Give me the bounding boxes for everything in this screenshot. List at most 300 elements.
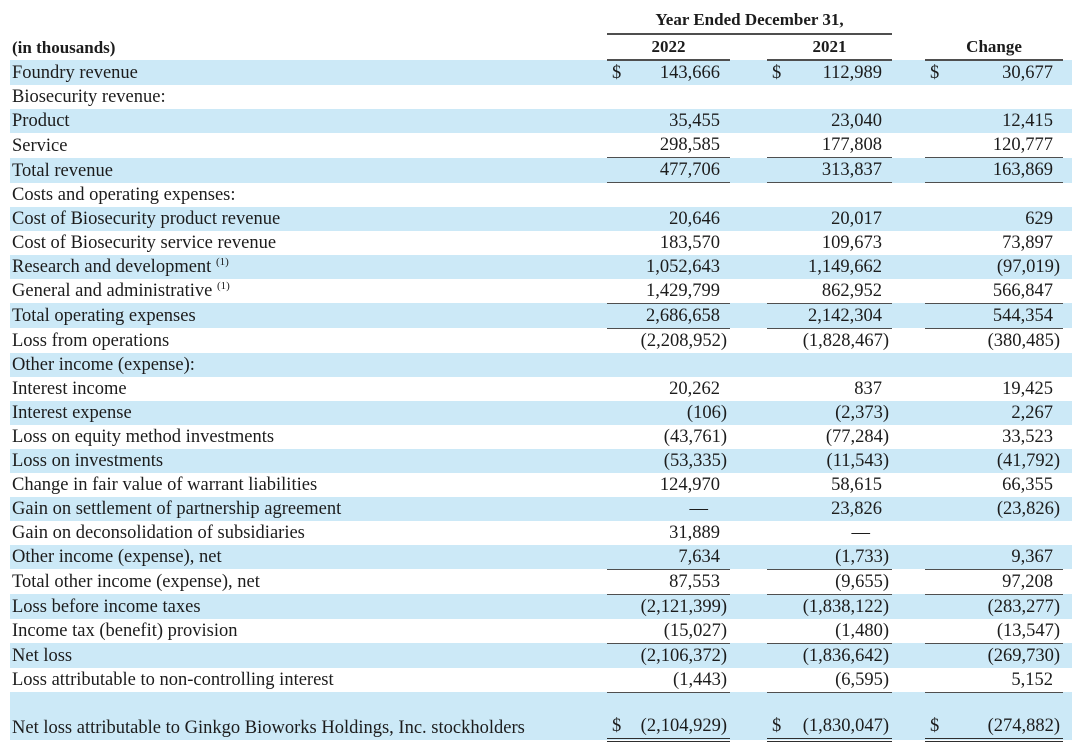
value-cell-col-2021 (791, 183, 892, 207)
table-row (10, 401, 1072, 425)
value-cell-col-2021: 23,040 (791, 109, 892, 133)
row-label: Total other income (expense), net (12, 572, 260, 592)
row-label: Net loss (10, 643, 607, 668)
row-edge (1063, 158, 1072, 183)
row-edge (1063, 183, 1072, 207)
currency-cell-col-2021 (767, 497, 791, 521)
value-cell-col-2021: (1,830,047) (791, 692, 892, 740)
value-cell-col-2022: 31,889 (669, 522, 720, 543)
header-spacer (1063, 8, 1072, 34)
table-row (10, 594, 1072, 619)
column-gap (730, 303, 767, 328)
currency-cell-col-2022: $ (607, 692, 631, 740)
column-gap (892, 497, 925, 521)
value-cell-col-2022: (1,443) (631, 668, 730, 693)
value-cell-col-change: (23,826) (949, 497, 1063, 521)
currency-cell-col-2021 (767, 473, 791, 497)
value-cell-col-change: 33,523 (1002, 426, 1054, 447)
value-cell-col-2021: 837 (854, 378, 883, 399)
value-cell-col-2021: (9,655) (791, 569, 892, 594)
currency-cell-col-2021 (767, 619, 791, 644)
row-edge (1063, 279, 1072, 304)
currency-cell-col-2022 (607, 473, 631, 497)
currency-cell-col-2022 (607, 183, 631, 207)
row-edge (1063, 497, 1072, 521)
column-gap (892, 545, 925, 570)
value-cell-col-change: (41,792) (949, 449, 1063, 473)
column-gap (730, 85, 767, 109)
table-row (10, 497, 1072, 521)
column-gap (892, 255, 925, 279)
currency-cell-col-2022 (607, 85, 631, 109)
row-edge (1063, 353, 1072, 377)
currency-cell-col-change (925, 231, 949, 255)
row-edge (1063, 231, 1072, 255)
currency-cell-col-change: $ (925, 692, 949, 740)
header-spacer (892, 8, 925, 34)
row-label: Loss attributable to non-controlling interest (12, 670, 334, 690)
row-edge (1063, 85, 1072, 109)
row-edge (1063, 109, 1072, 133)
column-gap (892, 643, 925, 668)
value-cell-col-2022: (106) (631, 401, 730, 425)
column-gap (730, 692, 767, 740)
footnote-marker: (1) (216, 279, 230, 292)
table-header (10, 8, 1072, 60)
value-cell-col-2022: 477,706 (631, 158, 730, 183)
row-edge (1063, 377, 1072, 401)
column-gap (730, 255, 767, 279)
header-spacer (10, 8, 607, 34)
row-edge (1063, 207, 1072, 231)
currency-cell-col-2021 (767, 303, 791, 328)
column-gap (730, 521, 767, 545)
value-cell-col-2021: (11,543) (791, 449, 892, 473)
table-row (10, 303, 1072, 328)
header-spacer (925, 8, 1063, 34)
table-row (10, 692, 1072, 740)
currency-cell-col-2022 (607, 668, 631, 693)
currency-cell-col-2022 (607, 231, 631, 255)
value-cell-col-2022: 20,646 (631, 207, 730, 231)
row-label: General and administrative $^{(1)}$ (12, 279, 230, 301)
currency-cell-col-2022 (607, 255, 631, 279)
value-cell-col-2021: 112,989 (791, 60, 892, 85)
column-gap (730, 328, 767, 353)
value-cell-col-2021: 177,808 (791, 133, 892, 158)
currency-cell-col-2021: $ (767, 60, 791, 85)
value-cell-col-2022: 87,553 (631, 569, 730, 594)
currency-cell-col-2021 (767, 425, 791, 449)
currency-cell-col-change (925, 328, 949, 353)
column-gap (730, 377, 767, 401)
value-cell-col-change: (269,730) (949, 643, 1063, 668)
table-row (10, 569, 1072, 594)
column-gap (730, 158, 767, 183)
row-label: Interest expense (10, 401, 607, 425)
value-cell-col-2022 (631, 85, 730, 109)
value-cell-col-2021: 109,673 (821, 232, 883, 253)
row-edge (1063, 569, 1072, 594)
value-cell-col-change: (274,882) (949, 692, 1063, 740)
currency-cell-col-2022 (607, 377, 631, 401)
row-edge (1063, 303, 1072, 328)
value-cell-col-2022: (2,121,399) (631, 594, 730, 619)
row-edge (1063, 133, 1072, 158)
value-cell-col-change: 66,355 (1002, 474, 1054, 495)
value-cell-col-change: 566,847 (949, 279, 1063, 304)
header-row-span (10, 8, 1072, 34)
value-cell-col-2021: 1,149,662 (791, 255, 892, 279)
currency-cell-col-2021 (767, 449, 791, 473)
value-cell-col-2022: 20,262 (669, 378, 720, 399)
currency-cell-col-2021 (767, 328, 791, 353)
currency-cell-col-2022 (607, 133, 631, 158)
currency-cell-col-change: $ (925, 60, 949, 85)
value-cell-col-2022: 183,570 (659, 232, 720, 253)
value-cell-col-2021: (1,733) (791, 545, 892, 570)
row-label: Foundry revenue (10, 60, 607, 85)
value-cell-col-change: (97,019) (949, 255, 1063, 279)
currency-cell-col-2022 (607, 449, 631, 473)
currency-cell-col-change (925, 85, 949, 109)
value-cell-col-2021: 862,952 (791, 279, 892, 304)
value-cell-col-change: 19,425 (1002, 378, 1054, 399)
value-cell-col-2022: (2,208,952) (640, 330, 727, 351)
currency-cell-col-change (925, 377, 949, 401)
column-gap (892, 473, 925, 497)
value-cell-col-change: 73,897 (1002, 232, 1054, 253)
row-label: Change in fair value of warrant liabilities (12, 474, 318, 495)
currency-cell-col-2021 (767, 279, 791, 304)
column-gap (892, 231, 925, 255)
currency-cell-col-change (925, 303, 949, 328)
value-cell-col-change (949, 521, 1063, 545)
value-cell-col-2021: (77,284) (825, 426, 890, 447)
column-gap (892, 619, 925, 644)
column-gap (892, 85, 925, 109)
row-edge (1063, 521, 1072, 545)
row-label: Income tax (benefit) provision (12, 621, 238, 641)
row-label-text: Net loss attributable to Ginkgo Bioworks Holdings, Inc. stockholders (12, 718, 525, 738)
column-gap (892, 183, 925, 207)
table-row (10, 133, 1072, 158)
value-cell-col-2021: (2,373) (791, 401, 892, 425)
value-cell-col-2021: (6,595) (791, 668, 892, 693)
row-label: Research and development $^{(1)}$ (10, 255, 607, 279)
column-gap (730, 109, 767, 133)
column-gap (892, 692, 925, 740)
currency-cell-col-2021 (767, 109, 791, 133)
row-label: Costs and operating expenses: (12, 184, 236, 205)
column-gap (730, 643, 767, 668)
currency-cell-col-2021 (767, 231, 791, 255)
value-cell-col-2022: 7,634 (631, 545, 730, 570)
header-spacer (1063, 34, 1072, 60)
currency-cell-col-change (925, 183, 949, 207)
table-row (10, 158, 1072, 183)
currency-cell-col-2021 (767, 377, 791, 401)
value-cell-col-2022: 1,052,643 (631, 255, 730, 279)
table-row (10, 545, 1072, 570)
header-row-columns (10, 34, 1072, 60)
value-cell-col-change (949, 353, 1063, 377)
column-gap (730, 425, 767, 449)
row-edge (1063, 60, 1072, 85)
financial-statement-table (10, 8, 1072, 742)
row-label: Cost of Biosecurity product revenue (10, 207, 607, 231)
column-header-2022: 2022 (607, 34, 730, 60)
column-gap (730, 497, 767, 521)
currency-cell-col-change (925, 521, 949, 545)
currency-cell-col-2022 (607, 425, 631, 449)
value-cell-col-change: 629 (949, 207, 1063, 231)
currency-cell-col-2021 (767, 643, 791, 668)
currency-cell-col-change (925, 353, 949, 377)
row-edge (1063, 328, 1072, 353)
column-gap (892, 328, 925, 353)
column-header-2021: 2021 (767, 34, 892, 60)
row-edge (1063, 449, 1072, 473)
currency-cell-col-2021 (767, 133, 791, 158)
column-gap (892, 133, 925, 158)
row-label: Other income (expense): (10, 353, 607, 377)
row-label: Loss from operations (12, 330, 170, 351)
table-row (10, 377, 1072, 401)
table-row (10, 207, 1072, 231)
value-cell-col-change: 97,208 (949, 569, 1063, 594)
value-cell-col-2021: 2,142,304 (791, 303, 892, 328)
value-cell-col-2022: 1,429,799 (631, 279, 730, 304)
column-gap (730, 619, 767, 644)
table-row (10, 521, 1072, 545)
value-cell-col-2022: 124,970 (659, 474, 720, 495)
column-gap (730, 34, 767, 60)
currency-cell-col-2022 (607, 328, 631, 353)
value-cell-col-2022: (2,104,929) (631, 692, 730, 740)
value-cell-col-2021: — (851, 522, 871, 543)
column-gap (892, 401, 925, 425)
value-cell-col-change: 544,354 (949, 303, 1063, 328)
currency-cell-col-change (925, 401, 949, 425)
value-cell-col-2022: — (631, 497, 730, 521)
currency-cell-col-change (925, 643, 949, 668)
column-gap (892, 207, 925, 231)
column-gap (730, 279, 767, 304)
column-gap (730, 207, 767, 231)
column-gap (892, 158, 925, 183)
value-cell-col-2021 (791, 353, 892, 377)
row-label: Product (10, 109, 607, 133)
column-gap (892, 303, 925, 328)
currency-cell-col-change (925, 158, 949, 183)
row-edge (1063, 594, 1072, 619)
row-edge (1063, 255, 1072, 279)
currency-cell-col-change (925, 497, 949, 521)
units-caption: (in thousands) (12, 38, 116, 57)
currency-cell-col-change (925, 425, 949, 449)
value-cell-col-2021: 313,837 (791, 158, 892, 183)
value-cell-col-2022: 298,585 (631, 133, 730, 158)
column-gap (730, 60, 767, 85)
currency-cell-col-2021 (767, 401, 791, 425)
currency-cell-col-2022 (607, 594, 631, 619)
value-cell-col-change: 12,415 (949, 109, 1063, 133)
currency-cell-col-2021 (767, 545, 791, 570)
currency-cell-col-2021 (767, 668, 791, 693)
value-cell-col-change: 9,367 (949, 545, 1063, 570)
value-cell-col-2021: (1,838,122) (791, 594, 892, 619)
row-label: Loss on equity method investments (12, 426, 275, 447)
value-cell-col-2022: (53,335) (631, 449, 730, 473)
row-edge (1063, 668, 1072, 693)
row-edge (1063, 425, 1072, 449)
column-gap (730, 353, 767, 377)
column-gap (730, 183, 767, 207)
row-label: Total operating expenses (10, 303, 607, 328)
column-gap (892, 60, 925, 85)
column-gap (892, 594, 925, 619)
column-gap (892, 425, 925, 449)
currency-cell-col-change (925, 473, 949, 497)
table-row (10, 60, 1072, 85)
column-gap (730, 569, 767, 594)
currency-cell-col-change (925, 449, 949, 473)
column-gap (892, 109, 925, 133)
row-label: Gain on settlement of partnership agreement (10, 497, 607, 521)
currency-cell-col-2022 (607, 158, 631, 183)
row-label: Total revenue (10, 158, 607, 183)
currency-cell-col-2021 (767, 85, 791, 109)
column-gap (730, 594, 767, 619)
value-cell-col-2021: 23,826 (791, 497, 892, 521)
currency-cell-col-2021 (767, 569, 791, 594)
table-row (10, 449, 1072, 473)
column-gap (730, 449, 767, 473)
financial-table-body (10, 60, 1072, 740)
value-cell-col-2021: 58,615 (831, 474, 883, 495)
column-gap (892, 34, 925, 60)
value-cell-col-2022 (631, 353, 730, 377)
value-cell-col-change (949, 85, 1063, 109)
value-cell-col-2021: (1,836,642) (791, 643, 892, 668)
value-cell-col-2022: (43,761) (663, 426, 727, 447)
column-gap (892, 353, 925, 377)
table-row (10, 109, 1072, 133)
value-cell-col-change: 5,152 (949, 668, 1063, 693)
currency-cell-col-change (925, 569, 949, 594)
value-cell-col-change: 30,677 (949, 60, 1063, 85)
currency-cell-col-change (925, 207, 949, 231)
currency-cell-col-2021 (767, 255, 791, 279)
currency-cell-col-2022 (607, 109, 631, 133)
footnote-marker: (1) (215, 255, 229, 268)
value-cell-col-change: 2,267 (949, 401, 1063, 425)
table-row (10, 279, 1072, 304)
year-ended-header: Year Ended December 31, (607, 8, 892, 34)
currency-cell-col-change (925, 255, 949, 279)
row-edge (1063, 401, 1072, 425)
row-edge (1063, 619, 1072, 644)
currency-cell-col-2022 (607, 401, 631, 425)
currency-cell-col-2022 (607, 643, 631, 668)
row-edge (1063, 643, 1072, 668)
column-gap (892, 377, 925, 401)
value-cell-col-change: 120,777 (949, 133, 1063, 158)
table-row (10, 473, 1072, 497)
value-cell-col-2022: 35,455 (631, 109, 730, 133)
row-edge (1063, 545, 1072, 570)
table-row (10, 328, 1072, 353)
currency-cell-col-2022 (607, 497, 631, 521)
currency-cell-col-change (925, 109, 949, 133)
row-edge (1063, 692, 1072, 740)
currency-cell-col-2022 (607, 619, 631, 644)
currency-cell-col-2021: $ (767, 692, 791, 740)
value-cell-col-change: 163,869 (949, 158, 1063, 183)
value-cell-col-2022: 2,686,658 (631, 303, 730, 328)
column-gap (730, 401, 767, 425)
column-gap (892, 449, 925, 473)
column-gap (892, 279, 925, 304)
row-label: Cost of Biosecurity service revenue (12, 232, 277, 253)
table-row (10, 643, 1072, 668)
row-label: Loss on investments (10, 449, 607, 473)
value-cell-col-2022: (15,027) (631, 619, 730, 644)
column-gap (892, 569, 925, 594)
column-gap (892, 668, 925, 693)
table-row (10, 231, 1072, 255)
currency-cell-col-2022 (607, 303, 631, 328)
currency-cell-col-2022 (607, 569, 631, 594)
row-label: Loss before income taxes (10, 594, 607, 619)
currency-cell-col-2021 (767, 158, 791, 183)
value-cell-col-change (949, 183, 1063, 207)
currency-cell-col-2021 (767, 207, 791, 231)
table-row (10, 619, 1072, 644)
column-gap (892, 521, 925, 545)
column-gap (730, 133, 767, 158)
row-label (10, 692, 607, 740)
currency-cell-col-2021 (767, 353, 791, 377)
currency-cell-col-change (925, 133, 949, 158)
column-header-change: Change (925, 34, 1063, 60)
value-cell-col-2022: 143,666 (631, 60, 730, 85)
currency-cell-col-2022 (607, 207, 631, 231)
table-row (10, 668, 1072, 693)
column-gap (730, 668, 767, 693)
currency-cell-col-change (925, 668, 949, 693)
currency-cell-col-2022 (607, 353, 631, 377)
currency-cell-col-2022: $ (607, 60, 631, 85)
row-edge (1063, 473, 1072, 497)
row-label: Gain on deconsolidation of subsidiaries (12, 522, 305, 543)
row-label: Biosecurity revenue: (12, 87, 166, 107)
row-label: Interest income (12, 378, 127, 399)
value-cell-col-2022: (2,106,372) (631, 643, 730, 668)
currency-cell-col-change (925, 619, 949, 644)
currency-cell-col-change (925, 545, 949, 570)
column-gap (730, 473, 767, 497)
row-label: Service (12, 135, 68, 156)
value-cell-col-change: (380,485) (987, 330, 1061, 351)
currency-cell-col-change (925, 279, 949, 304)
row-label: Other income (expense), net (10, 545, 607, 570)
column-gap (730, 231, 767, 255)
value-cell-col-2021: (1,828,467) (802, 330, 890, 351)
value-cell-col-change: (283,277) (949, 594, 1063, 619)
value-cell-col-2021 (791, 85, 892, 109)
